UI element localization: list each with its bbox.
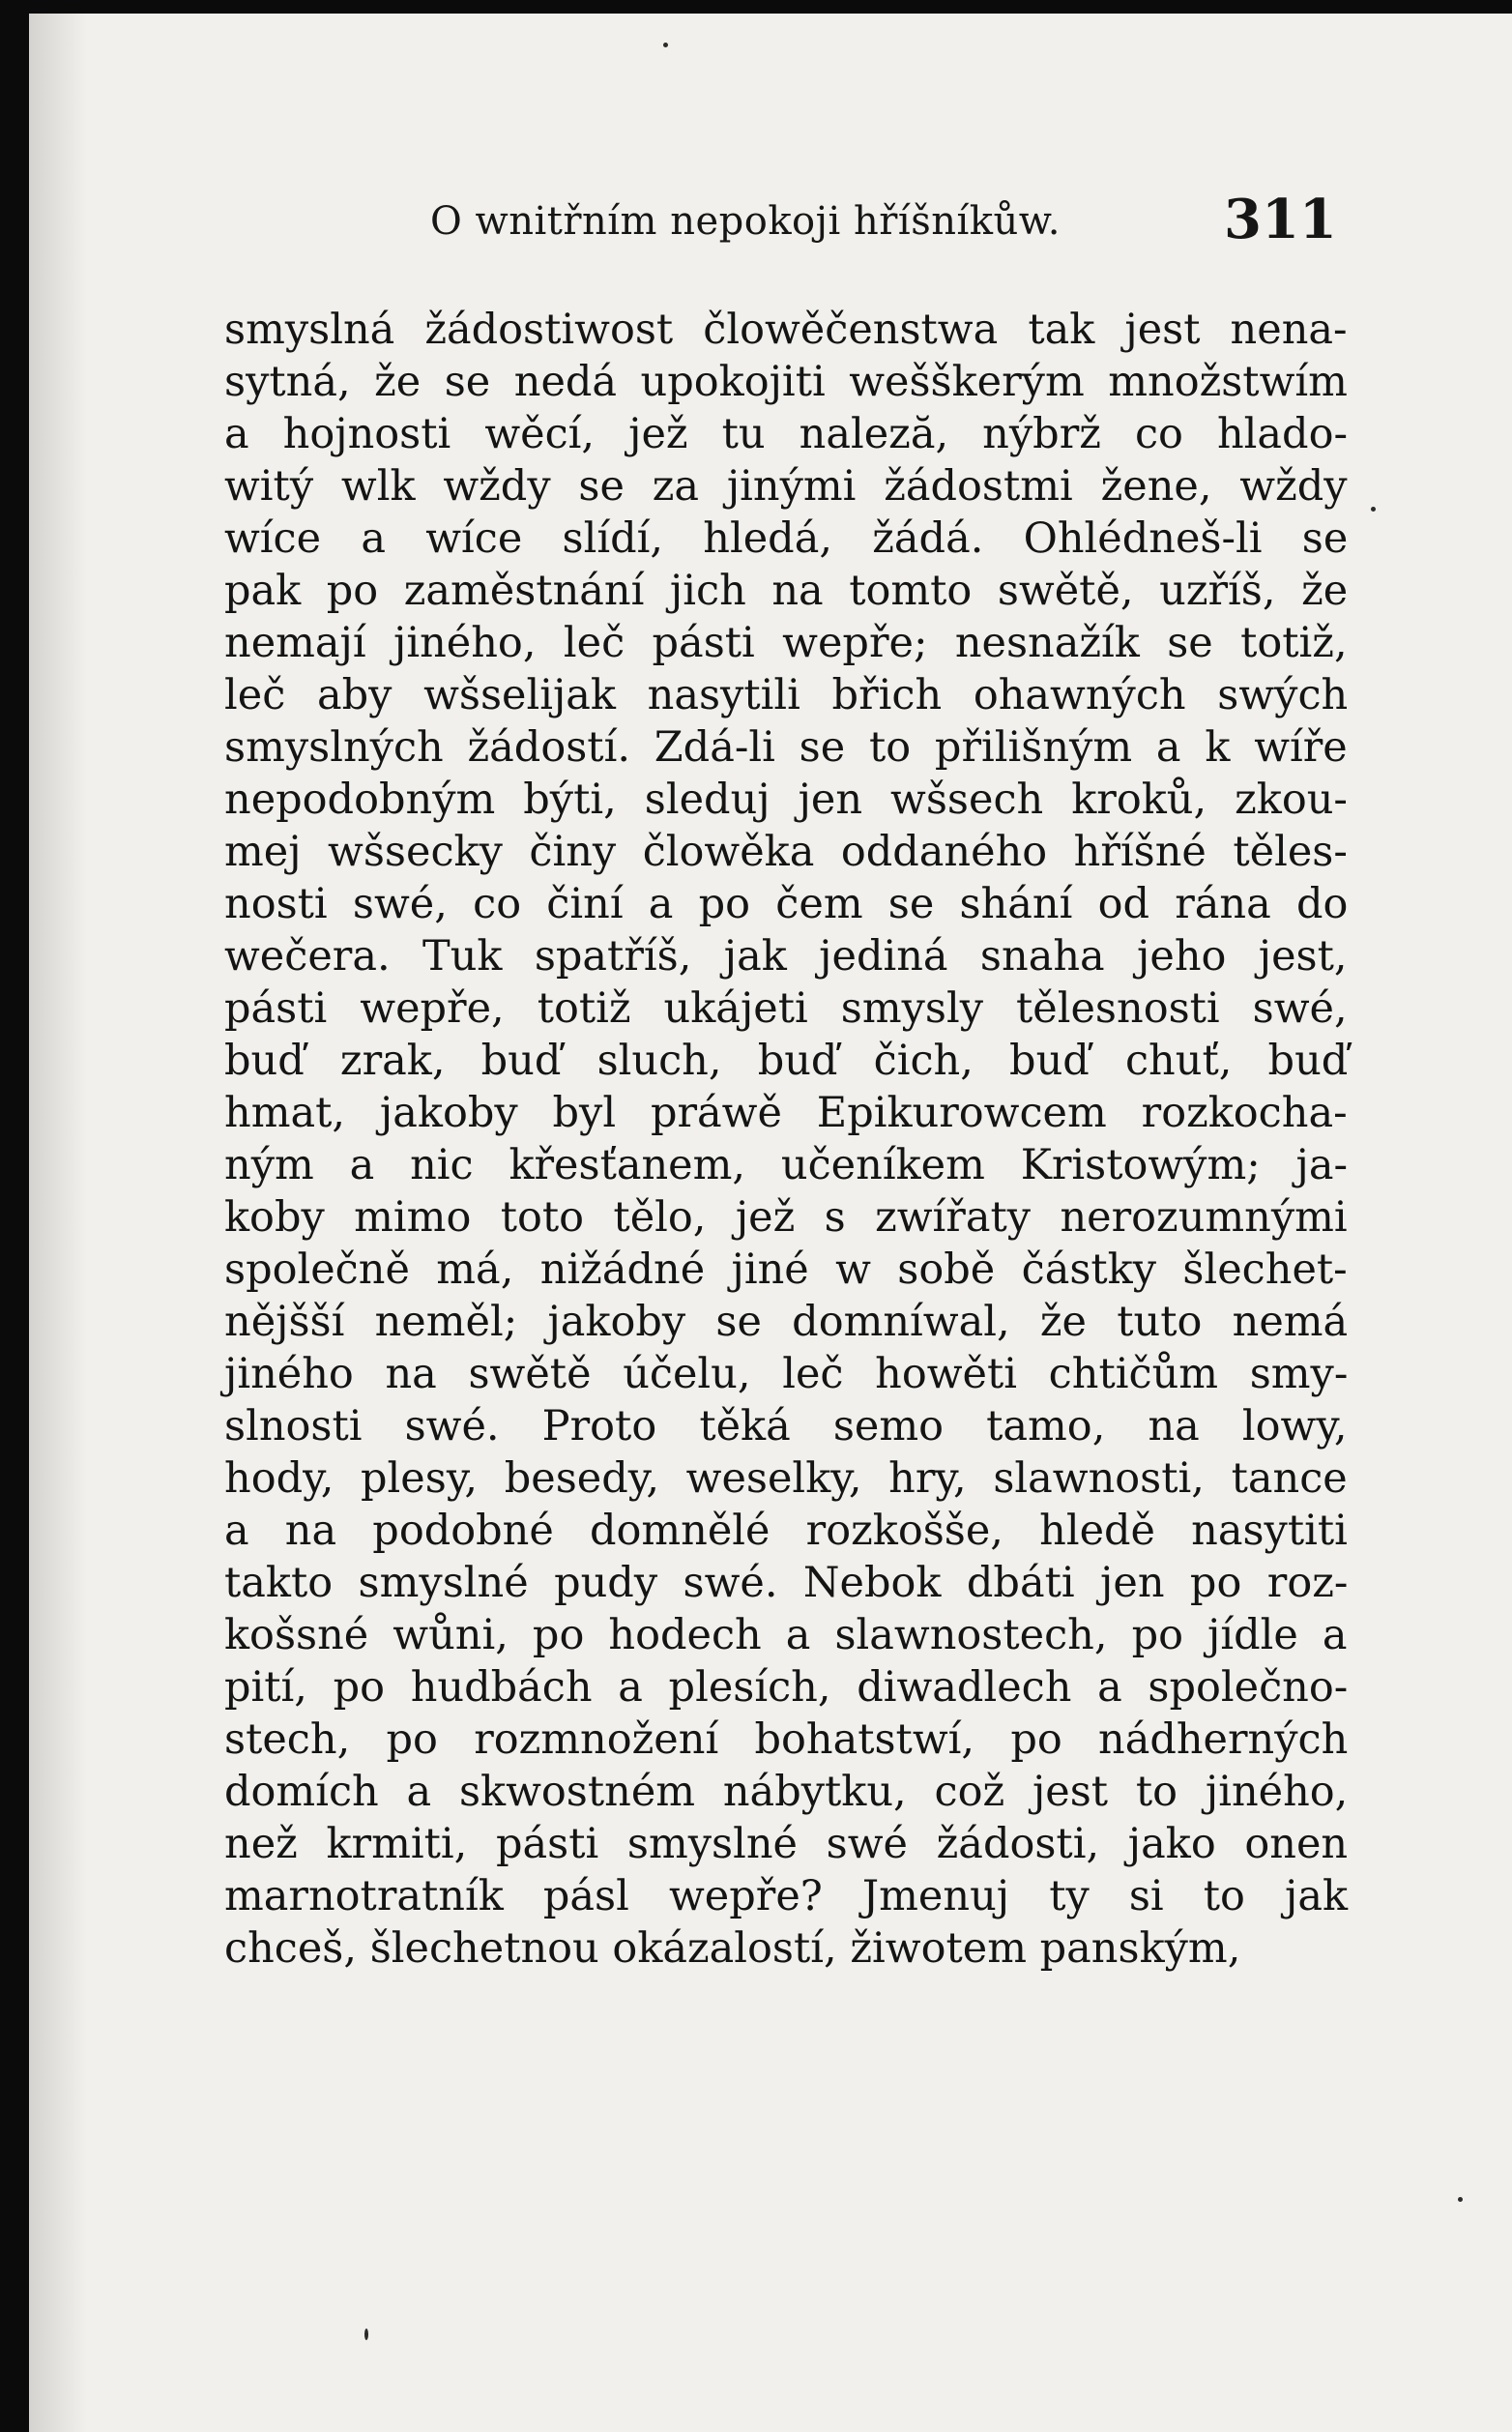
text-line: koby mimo toto tělo, jež s zwířaty nerozumnými — [224, 1193, 1348, 1242]
text-line: společně má, nižádné jiné w sobě částky šlechet- — [224, 1245, 1348, 1294]
text-line: wečera. Tuk spatříš, jak jediná snaha jeho jest, — [224, 932, 1348, 981]
book-page — [29, 14, 1512, 2432]
gutter-shadow — [29, 14, 87, 2432]
text-line: wíce a wíce slídí, hledá, žádá. Ohlédneš-li se — [224, 514, 1349, 563]
text-line: hmat, jakoby byl práwě Epikurowcem rozkocha- — [224, 1089, 1348, 1137]
ink-speck — [1371, 507, 1376, 512]
text-line: košsné wůni, po hodech a slawnostech, po jídle a — [224, 1611, 1348, 1659]
text-line: mej wšsecky činy člowěka oddaného hříšné těles- — [224, 828, 1348, 876]
text-line: chceš, šlechetnou okázalostí, žiwotem panským, — [224, 1924, 1241, 1973]
text-line: sytná, že se nedá upokojiti wešškerým množstwím — [224, 358, 1348, 406]
text-line: nějšší neměl; jakoby se domníwal, že tuto nemá — [224, 1298, 1349, 1346]
running-head: O wnitřním nepokoji hříšníkůw. — [430, 199, 1061, 244]
text-line: witý wlk wždy se za jinými žádostmi žene, wždy — [224, 462, 1348, 511]
text-line: buď zrak, buď sluch, buď čich, buď chuť, buď — [224, 1037, 1349, 1085]
text-line: nemají jiného, leč pásti wepře; nesnažík se totiž, — [224, 619, 1348, 667]
text-line: stech, po rozmnožení bohatstwí, po nádherných — [224, 1715, 1349, 1764]
ink-speck — [663, 43, 668, 47]
body-text — [224, 304, 1348, 1975]
text-line: leč aby wšselijak nasytili břich ohawných swých — [224, 671, 1349, 719]
text-line: domích a skwostném nábytku, což jest to jiného, — [224, 1768, 1349, 1816]
text-line: pásti wepře, totiž ukájeti smysly tělesnosti swé, — [224, 984, 1348, 1033]
text-line: takto smyslné pudy swé. Nebok dbáti jen po roz- — [224, 1559, 1349, 1607]
text-line: jiného na swětě účelu, leč howěti chtičům smy- — [224, 1350, 1349, 1398]
text-line: pak po zaměstnání jich na tomto swětě, uzříš, že — [224, 567, 1349, 615]
text-line: hody, plesy, besedy, weselky, hry, slawnosti, tance — [224, 1454, 1348, 1503]
text-line: ným a nic křesťanem, učeníkem Kristowým; ja- — [224, 1141, 1349, 1189]
text-line: slnosti swé. Proto těká semo tamo, na lowy, — [224, 1402, 1348, 1450]
text-line: a hojnosti wěcí, jež tu naleză, nýbrž co hlado- — [224, 410, 1348, 458]
text-line: smyslných žádostí. Zdá-li se to přilišným a k wíře — [224, 723, 1348, 772]
text-line: nosti swé, co činí a po čem se shání od rána do — [224, 880, 1349, 928]
page-number: 311 — [1224, 188, 1337, 251]
text-line: smyslná žádostiwost člowěčenstwa tak jest nena- — [224, 306, 1348, 354]
text-line: pití, po hudbách a plesích, diwadlech a společno- — [224, 1663, 1349, 1712]
text-line: než krmiti, pásti smyslné swé žádosti, jako onen — [224, 1820, 1349, 1868]
ink-speck — [364, 2329, 368, 2340]
ink-speck — [1458, 2197, 1463, 2202]
text-line: marnotratník pásl wepře? Jmenuj ty si to jak — [224, 1872, 1349, 1920]
text-line: a na podobné domnělé rozkošše, hledě nasytiti — [224, 1507, 1348, 1555]
text-line: nepodobným býti, sleduj jen wšsech kroků, zkou- — [224, 776, 1348, 824]
